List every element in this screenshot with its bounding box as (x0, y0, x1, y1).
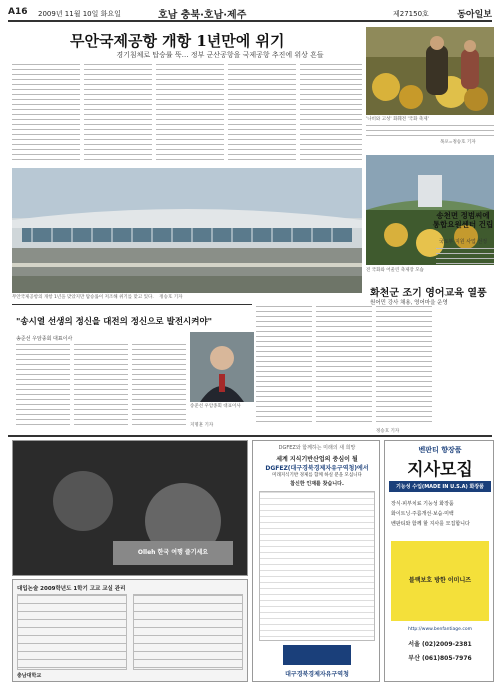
page-number: A16 (8, 7, 28, 17)
lead-body-col-1 (12, 64, 80, 164)
benfanti-sub: 기능성 수입(MADE IN U.S.A) 화장품 (389, 481, 491, 492)
dgfez-line3: 미래지식기반 경제를 함께 하실 분을 모십니다 (272, 473, 362, 478)
left-banner-text: Olleh 한국 여행 즐기세요 (137, 549, 209, 556)
opinion-body-col-3 (132, 344, 186, 428)
opinion-headline: "송시열 선생의 정신을 대전의 정신으로 발전시켜야" (16, 317, 213, 327)
university-ad-table (17, 594, 127, 670)
side-spacer (436, 306, 494, 307)
issue-date: 2009년 11월 10일 화요일 (38, 10, 121, 18)
opinion-rule (12, 304, 252, 305)
lead-body-col-2 (84, 64, 152, 164)
university-ad-org: 충남대학교 (17, 673, 42, 679)
side-headline: 송천면 정범씨에 통합요원센터 건립 (432, 211, 494, 229)
benfanti-body-3: 벤판티와 함께 할 지사를 모집합니다 (391, 521, 470, 527)
university-ad[interactable] (12, 579, 248, 682)
left-banner-ad[interactable] (12, 440, 248, 576)
issue-number: 제27150호 (393, 10, 429, 18)
ads-divider (8, 435, 492, 437)
benfanti-body-1: 장식·피부치료 기능성 화장품 (391, 501, 454, 507)
benfanti-phone-2: 부산 (061)805-7976 (408, 655, 472, 662)
airport-photo (12, 168, 362, 293)
opinion-body-col-1 (16, 344, 70, 428)
benfanti-body (391, 499, 489, 529)
section-title: 호남 충북·호남·제주 (158, 10, 247, 21)
page-header (8, 6, 492, 22)
lead-body-col-5 (300, 64, 362, 164)
benfanti-product-area (391, 541, 489, 621)
opinion-photo-caption: 송준선 우암종회 대표이사 (190, 404, 241, 409)
dgfez-org: 대구경북경제자유구역청 (285, 671, 349, 678)
benfanti-title: 지사모집 (407, 460, 473, 480)
flower-caption-body (366, 125, 494, 137)
benfanti-ad[interactable] (384, 440, 494, 682)
english-subhead: 원어민 강사 채용, 영어마을 운영 (370, 300, 448, 306)
dgfez-line4: 참신한 인재를 찾습니다. (290, 481, 344, 487)
flower-caption: '나비와 고성' 화훼전 '국화 축제' (366, 117, 429, 122)
english-byline: 정승호 기자 (376, 429, 400, 434)
benfanti-web[interactable]: http://www.benfantiage.com (408, 627, 472, 632)
dgfez-tagline: DGFEZ와 함께하는 미래의 새 희망 (278, 445, 356, 451)
side-body (436, 248, 494, 268)
english-body-col-1 (256, 306, 312, 426)
dgfez-ad[interactable] (252, 440, 380, 682)
benfanti-top: 벤판티 향장품 (418, 446, 462, 454)
lead-subhead: 경기침체로 탑승률 뚝… 정부 군산공항을 국제공항 추진에 위상 흔들 (116, 51, 324, 59)
opinion-body-col-2 (74, 344, 128, 428)
university-ad-title: 대입논술 2009학년도 1학기 고교 교실 관리 (17, 586, 126, 592)
opinion-photo (190, 332, 254, 402)
benfanti-body-2: 화이트닝·주름개선·보습·미백 (391, 511, 454, 517)
lead-body-col-3 (156, 64, 224, 164)
side-subhead: 국토부 지원 사업 선정 (438, 239, 488, 245)
dgfez-logo (283, 645, 351, 665)
dgfez-line1: 세계 지식기반산업의 중심이 될 (276, 456, 358, 463)
english-body-col-2 (316, 306, 372, 426)
english-body-col-3 (376, 306, 432, 426)
flower-byline: 목포=정승호 기자 (440, 140, 476, 145)
benfanti-tag: 블랙보호 방한 이미니즈 (408, 577, 472, 584)
dgfez-details (259, 491, 375, 641)
opinion-byline: 지명훈 기자 (190, 423, 214, 428)
dgfez-line2: DGFEZ(대구경북경제자유구역청)에서 (265, 465, 369, 472)
opinion-lead: 송준선 우암종회 대표이사 (16, 336, 73, 342)
benfanti-phone-1: 서울 (02)2009-2381 (408, 641, 472, 648)
airport-caption: 무안국제공항의 개항 1년을 맞았지만 탑승률이 저조해 위기를 맞고 있다. 정승호 기자 (12, 295, 183, 300)
lead-body-col-4 (228, 64, 296, 164)
flower-photo (366, 27, 494, 115)
english-headline: 화천군 조기 영어교육 열풍 (370, 288, 487, 299)
festival-caption: 전 국화와 어울린 축제장 모습 (366, 268, 424, 273)
university-ad-list (133, 594, 243, 670)
lead-headline: 무안국제공항 개항 1년만에 위기 (70, 32, 285, 50)
paper-logo: 동아일보 (457, 10, 492, 20)
